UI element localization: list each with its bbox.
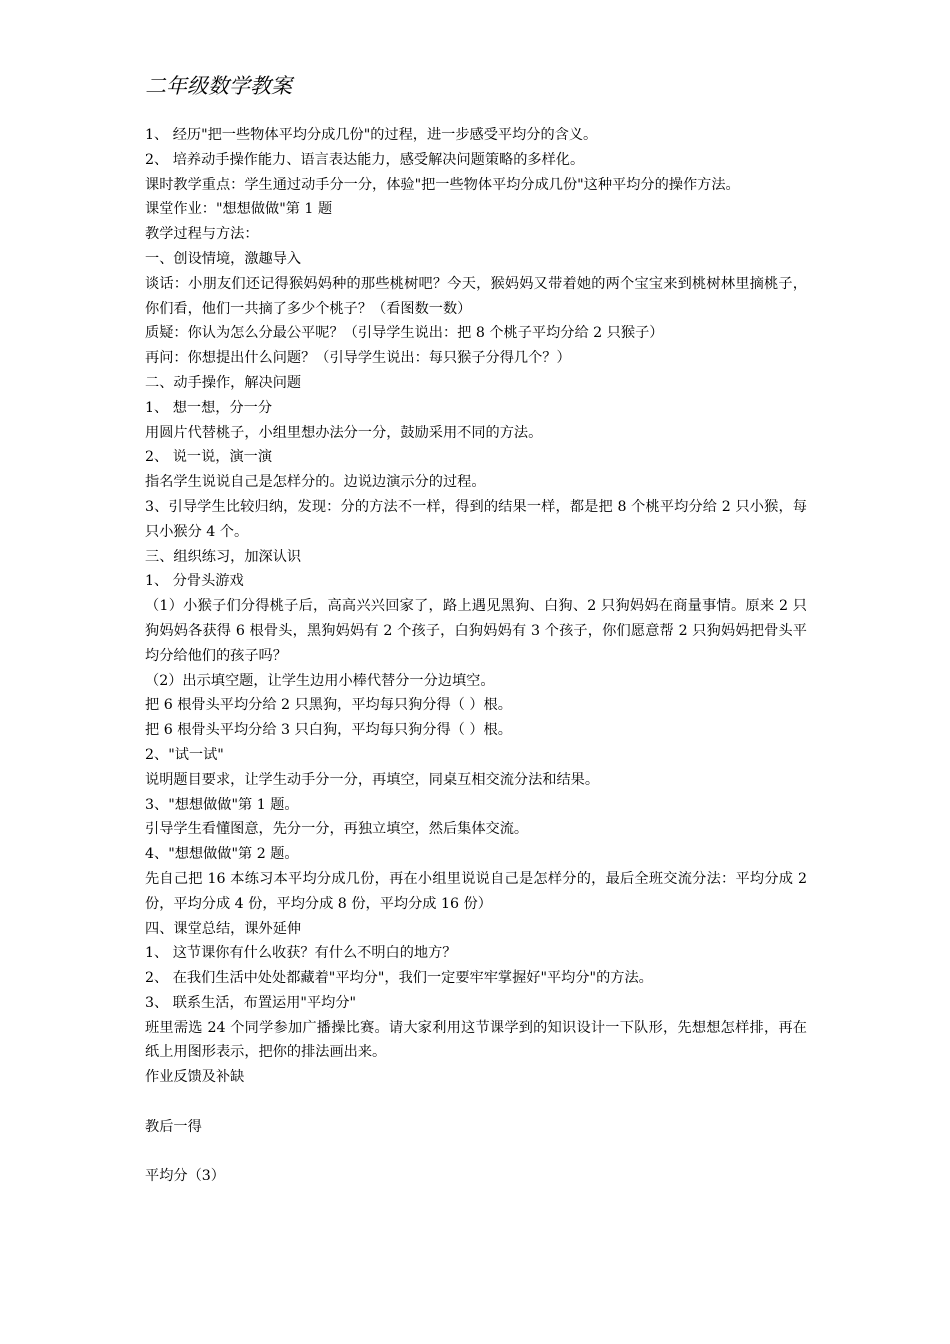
paragraph: 指名学生说说自己是怎样分的。边说边演示分的过程。 bbox=[145, 474, 486, 491]
paragraph: 2、 培养动手操作能力、语言表达能力，感受解决问题策略的多样化。 bbox=[145, 151, 585, 168]
paragraph: 1、 想一想，分一分 bbox=[145, 399, 273, 416]
document-title: 二年级数学教案 bbox=[145, 74, 292, 98]
paragraph: 2、 说一说，演一演 bbox=[145, 449, 273, 466]
paragraph: 班里需选 24 个同学参加广播操比赛。请大家利用这节课学到的知识设计一下队形，先想想怎样排，再在纸上用图形表示，把你的排法画出来。 bbox=[145, 1019, 807, 1061]
section-heading: 四、课堂总结，课外延伸 bbox=[145, 920, 302, 937]
next-lesson-title: 平均分（3） bbox=[145, 1168, 225, 1185]
paragraph: 2、"试一试" bbox=[145, 746, 224, 763]
paragraph: 作业反馈及补缺 bbox=[145, 1069, 245, 1086]
section-heading: 二、动手操作，解决问题 bbox=[145, 374, 302, 391]
paragraph: 3、 联系生活，布置运用"平均分" bbox=[145, 994, 357, 1011]
section-heading: 一、创设情境，激趣导入 bbox=[145, 250, 302, 267]
paragraph: 说明题目要求，让学生动手分一分，再填空，同桌互相交流分法和结果。 bbox=[145, 771, 600, 788]
paragraph: 1、 分骨头游戏 bbox=[145, 573, 244, 590]
paragraph: 2、 在我们生活中处处都藏着"平均分"，我们一定要牢牢掌握好"平均分"的方法。 bbox=[145, 970, 653, 987]
paragraph: 课堂作业："想想做做"第 1 题 bbox=[145, 201, 333, 218]
paragraph: 4、"想想做做"第 2 题。 bbox=[145, 846, 299, 863]
paragraph: 先自己把 16 本练习本平均分成几份，再在小组里说说自己是怎样分的，最后全班交流分法：平均分成 2 份，平均分成 4 份，平均分成 8 份，平均分成 16 份） bbox=[145, 870, 807, 912]
section-heading: 三、组织练习，加深认识 bbox=[145, 548, 302, 565]
paragraph: 引导学生看懂图意，先分一分，再独立填空，然后集体交流。 bbox=[145, 821, 529, 838]
paragraph: 1、 经历"把一些物体平均分成几份"的过程，进一步感受平均分的含义。 bbox=[145, 127, 598, 143]
paragraph: （1）小猴子们分得桃子后，高高兴兴回家了，路上遇见黑狗、白狗、2 只狗妈妈在商量事情。原来 2 只狗妈妈各获得 6 根骨头，黑狗妈妈有 2 个孩子，白狗妈妈有 3 个孩子，你们愿意帮 2 只狗妈妈把骨头平均分给他们的孩子吗？ bbox=[145, 598, 807, 664]
paragraph: 用圆片代替桃子，小组里想办法分一分，鼓励采用不同的方法。 bbox=[145, 424, 543, 441]
paragraph: 3、引导学生比较归纳，发现：分的方法不一样，得到的结果一样，都是把 8 个桃平均分给 2 只小猴，每只小猴分 4 个。 bbox=[145, 498, 807, 540]
paragraph: 3、"想想做做"第 1 题。 bbox=[145, 796, 299, 813]
paragraph: 课时教学重点：学生通过动手分一分，体验"把一些物体平均分成几份"这种平均分的操作方法。 bbox=[145, 176, 740, 193]
paragraph: （2）出示填空题，让学生边用小棒代替分一分边填空。 bbox=[145, 672, 495, 689]
paragraph: 把 6 根骨头平均分给 2 只黑狗，平均每只狗分得（ ）根。 bbox=[145, 697, 512, 714]
paragraph: 把 6 根骨头平均分给 3 只白狗，平均每只狗分得（ ）根。 bbox=[145, 722, 512, 739]
document-body bbox=[145, 123, 807, 1189]
after-teaching-notes: 教后一得 bbox=[145, 1118, 202, 1135]
paragraph: 教学过程与方法： bbox=[145, 226, 259, 243]
paragraph: 谈话：小朋友们还记得猴妈妈种的那些桃树吧？今天，猴妈妈又带着她的两个宝宝来到桃树林里摘桃子，你们看，他们一共摘了多少个桃子？（看图数一数） bbox=[145, 275, 807, 317]
paragraph: 质疑：你认为怎么分最公平呢？（引导学生说出：把 8 个桃子平均分给 2 只猴子） bbox=[145, 325, 664, 342]
paragraph: 再问：你想提出什么问题？（引导学生说出：每只猴子分得几个？） bbox=[145, 350, 571, 367]
paragraph: 1、 这节课你有什么收获？有什么不明白的地方？ bbox=[145, 945, 457, 962]
